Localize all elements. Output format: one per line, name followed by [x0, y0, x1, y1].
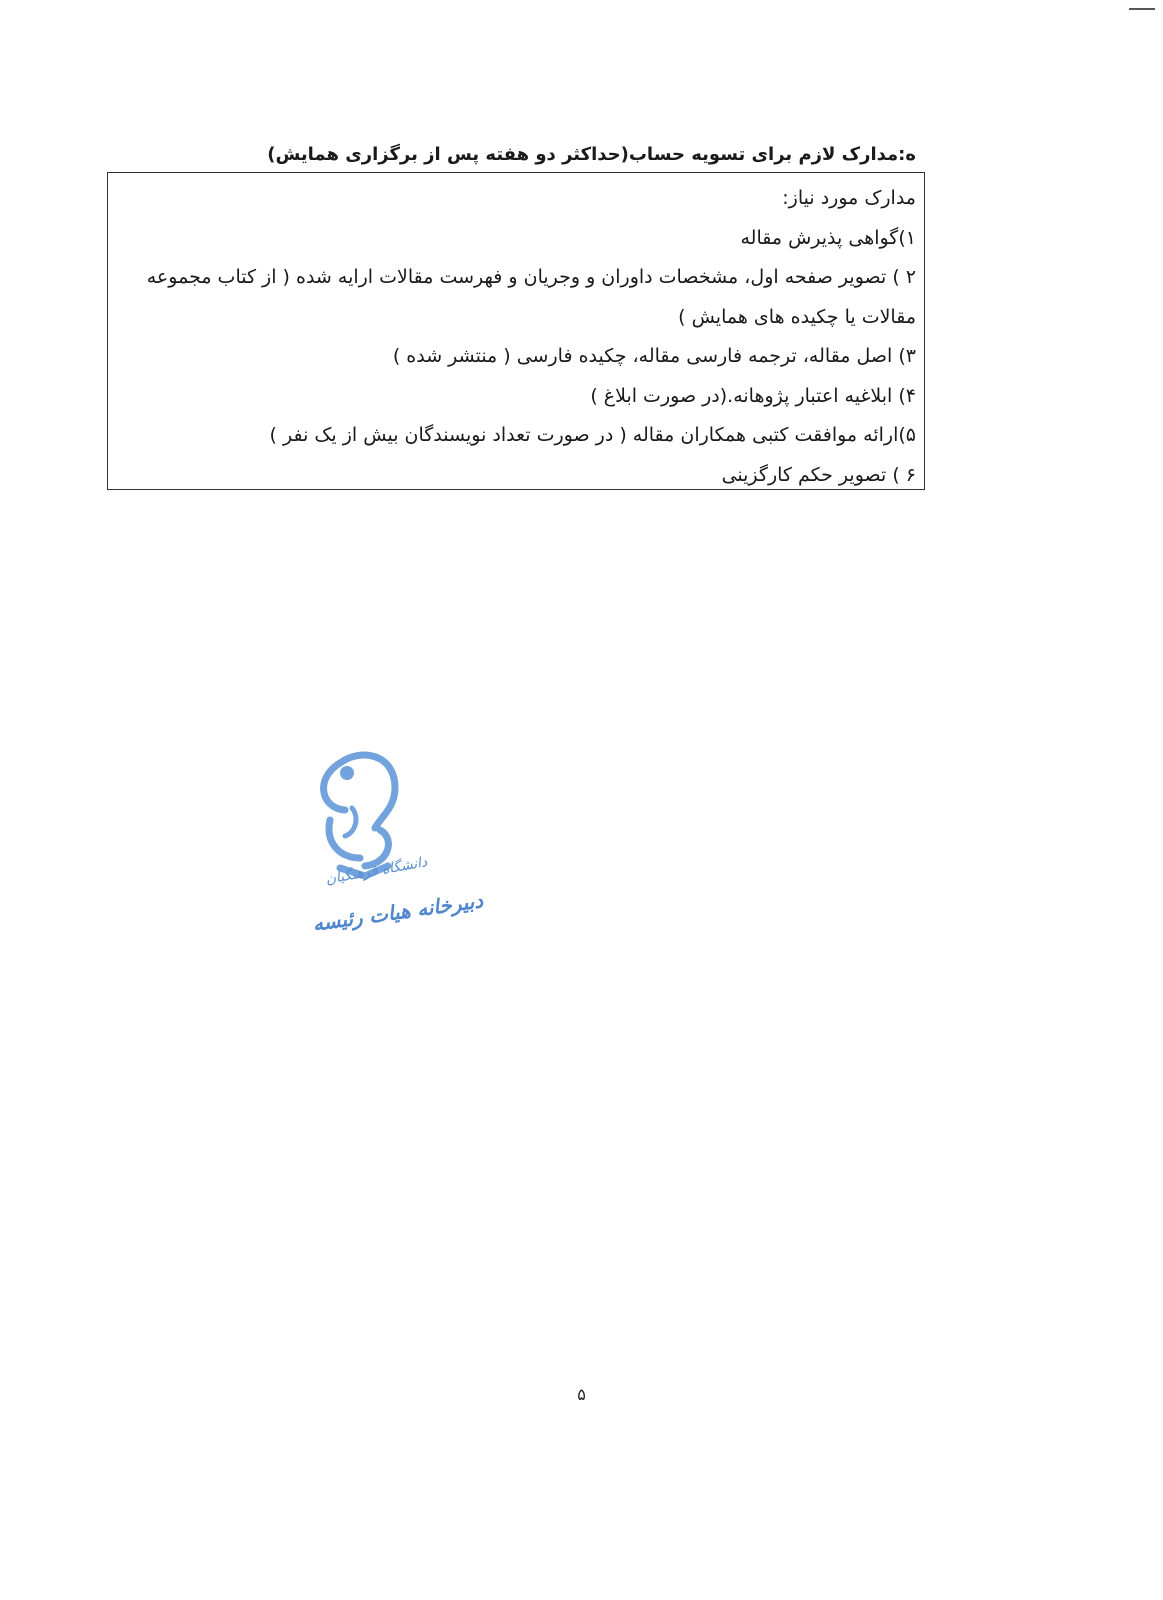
stamp-text-secretariat: دبیرخانه هیات رئیسه — [311, 888, 485, 936]
page-number: ۵ — [577, 1385, 586, 1404]
requirement-item-4: ۴) ابلاغیه اعتبار پژوهانه.(در صورت ابلاغ ) — [590, 384, 916, 407]
corner-mark — [1129, 8, 1155, 10]
requirement-item-6: ۶ ) تصویر حکم کارگزینی — [721, 463, 916, 486]
requirements-intro: مدارک مورد نیاز: — [782, 187, 916, 209]
requirement-item-1: ۱)گواهی پذیرش مقاله — [740, 226, 916, 249]
requirement-item-3: ۳) اصل مقاله، ترجمه فارسی مقاله، چکیده فارسی ( منتشر شده ) — [392, 345, 916, 367]
requirements-box — [107, 172, 925, 490]
requirement-item-5: ۵)ارائه موافقت کتبی همکاران مقاله ( در صورت تعداد نویسندگان بیش از یک نفر ) — [269, 424, 916, 446]
requirement-item-2: ۲ ) تصویر صفحه اول، مشخصات داوران و وجریان و فهرست مقالات ارایه شده ( از کتاب مجموعه مقالات یا چکیده های همایش ) — [146, 266, 916, 328]
section-heading: ه:مدارک لازم برای تسویه حساب(حداکثر دو هفته پس از برگزاری همایش) — [267, 144, 916, 165]
stamp-text-university: دانشگاه فرهنگیان — [324, 854, 429, 888]
